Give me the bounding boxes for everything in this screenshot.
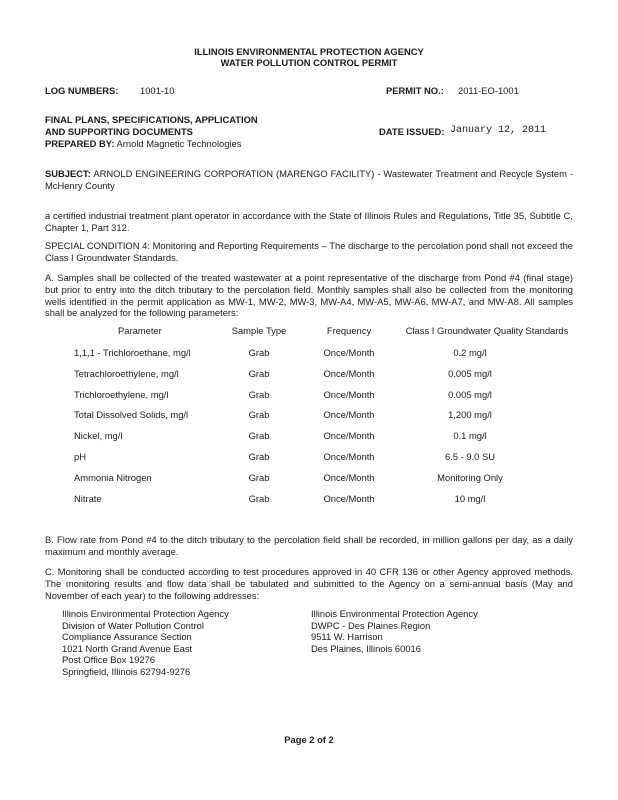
table-header-row [0,325,618,339]
paragraph-c [45,566,573,601]
cell-sample-type: Grab [248,451,270,462]
cell-parameter: Tetrachloroethylene, mg/l [74,368,179,379]
cell-sample-type: Grab [248,409,270,420]
cell-frequency: Once/Month [323,368,375,379]
address-line: 1021 North Grand Avenue East [62,642,193,654]
cell-sample-type: Grab [248,389,270,400]
paragraph-c-text: C. Monitoring shall be conducted according to test procedures approved in 40 CFR 136 or other Agency approved methods. The monitoring results and flow data shall be tabulated and submitted to the Agency on a semi-annual basis (May and November of each year) to the following addresses: [45,566,573,601]
cell-standard: 0.005 mg/l [448,389,492,400]
cell-frequency: Once/Month [323,389,375,400]
permit-no-label: PERMIT NO.: [386,85,444,96]
cell-standard: 0.2 mg/l [453,347,487,358]
subject-label: SUBJECT: [45,168,91,179]
paragraph-b [45,534,573,558]
date-issued-label: DATE ISSUED: [379,126,445,137]
special-condition-paragraph [45,240,573,264]
cell-standard: 10 mg/l [454,493,486,504]
address-line: Springfield, Illinois 62794-9276 [62,665,191,677]
table-header-sample-type: Sample Type [231,325,287,336]
special-condition-text: SPECIAL CONDITION 4: Monitoring and Reporting Requirements – The discharge to the percolation pond shall not exceed the Class I Groundwater Standards. [45,240,573,263]
permit-type-title: WATER POLLUTION CONTROL PERMIT [220,57,398,68]
cell-frequency: Once/Month [323,409,375,420]
address-line: Post Office Box 19276 [62,654,156,665]
address-des-plaines [311,608,478,654]
date-issued-value: January 12, 2011 [450,125,547,136]
table-header-frequency: Frequency [326,325,372,336]
cell-frequency: Once/Month [323,493,375,504]
operator-paragraph [45,210,573,234]
paragraph-a-text: A. Samples shall be collected of the treated wastewater at a point representative of the discharge from Pond #4 (final stage) but prior to entry into the ditch tributary to the percolation field. Monthly samples shall also be collected from the monitoring wells identified in the permit application as MW-1, MW-2, MW-3, MW-A4, MW-A5, MW-A6, MW-A7, and MW-A8. All samples shall be analyzed for the following parameters: [45,272,573,319]
cell-sample-type: Grab [248,493,270,504]
cell-sample-type: Grab [248,430,270,441]
cell-sample-type: Grab [248,472,270,483]
cell-parameter: Ammonia Nitrogen [74,472,152,483]
log-numbers-value: 1001-10 [140,85,175,96]
subject-text: ARNOLD ENGINEERING CORPORATION (MARENGO FACILITY) - Wastewater Treatment and Recycle System - McHenry County [45,168,574,191]
table-row [0,409,618,423]
table-row [0,389,618,403]
cell-parameter: Nitrate [74,493,102,504]
prepared-by-value: Arnold Magnetic Technologies [116,138,242,149]
table-row [0,368,618,382]
final-plans-line1: FINAL PLANS, SPECIFICATIONS, APPLICATION [45,114,258,125]
cell-standard: 1,200 mg/l [448,409,492,420]
cell-frequency: Once/Month [323,347,375,358]
prepared-by-label: PREPARED BY: [45,138,115,149]
cell-standard: Monitoring Only [437,472,503,483]
page-number: Page 2 of 2 [284,734,334,745]
address-line: Compliance Assurance Section [62,631,192,642]
cell-parameter: Total Dissolved Solids, mg/l [74,409,189,420]
table-row [0,430,618,444]
cell-parameter: Nickel, mg/l [74,430,123,441]
table-row [0,347,618,361]
log-numbers-label: LOG NUMBERS: [45,85,119,96]
table-row [0,451,618,465]
agency-title: ILLINOIS ENVIRONMENTAL PROTECTION AGENCY [194,46,424,57]
address-springfield [62,608,229,677]
table-header-standards: Class I Groundwater Quality Standards [405,325,569,336]
cell-frequency: Once/Month [323,430,375,441]
table-row [0,493,618,507]
cell-sample-type: Grab [248,347,270,358]
prepared-by [45,138,241,150]
cell-parameter: pH [74,451,86,462]
operator-text: a certified industrial treatment plant operator in accordance with the State of Illinois Rules and Regulations, Title 35, Subtitle C, Chapter 1, Part 312. [45,210,573,233]
subject-paragraph [45,168,573,192]
address-line: 9511 W. Harrison [311,631,383,642]
cell-standard: 0.005 mg/l [448,368,492,379]
cell-parameter: Trichloroethylene, mg/l [74,389,169,400]
final-plans-line2: AND SUPPORTING DOCUMENTS [45,126,193,137]
cell-standard: 6.5 - 9.0 SU [444,451,496,462]
cell-frequency: Once/Month [323,451,375,462]
paragraph-b-text: B. Flow rate from Pond #4 to the ditch tributary to the percolation field shall be recorded, in million gallons per day, as a daily maximum and monthly average. [45,534,573,557]
cell-frequency: Once/Month [323,472,375,483]
cell-sample-type: Grab [248,368,270,379]
address-line: Division of Water Pollution Control [62,619,204,631]
cell-standard: 0.1 mg/l [453,430,487,441]
permit-no-value: 2011-EO-1001 [458,85,519,96]
address-line: Illinois Environmental Protection Agency [311,608,478,619]
cell-parameter: 1,1,1 - Trichloroethane, mg/l [74,347,191,358]
address-line: Des Plaines, Illinois 60016 [311,642,421,654]
paragraph-a [45,272,573,319]
table-row [0,472,618,486]
table-header-parameter: Parameter [118,325,162,336]
address-line: Illinois Environmental Protection Agency [62,608,229,619]
address-line: DWPC - Des Plaines Region [311,619,431,631]
